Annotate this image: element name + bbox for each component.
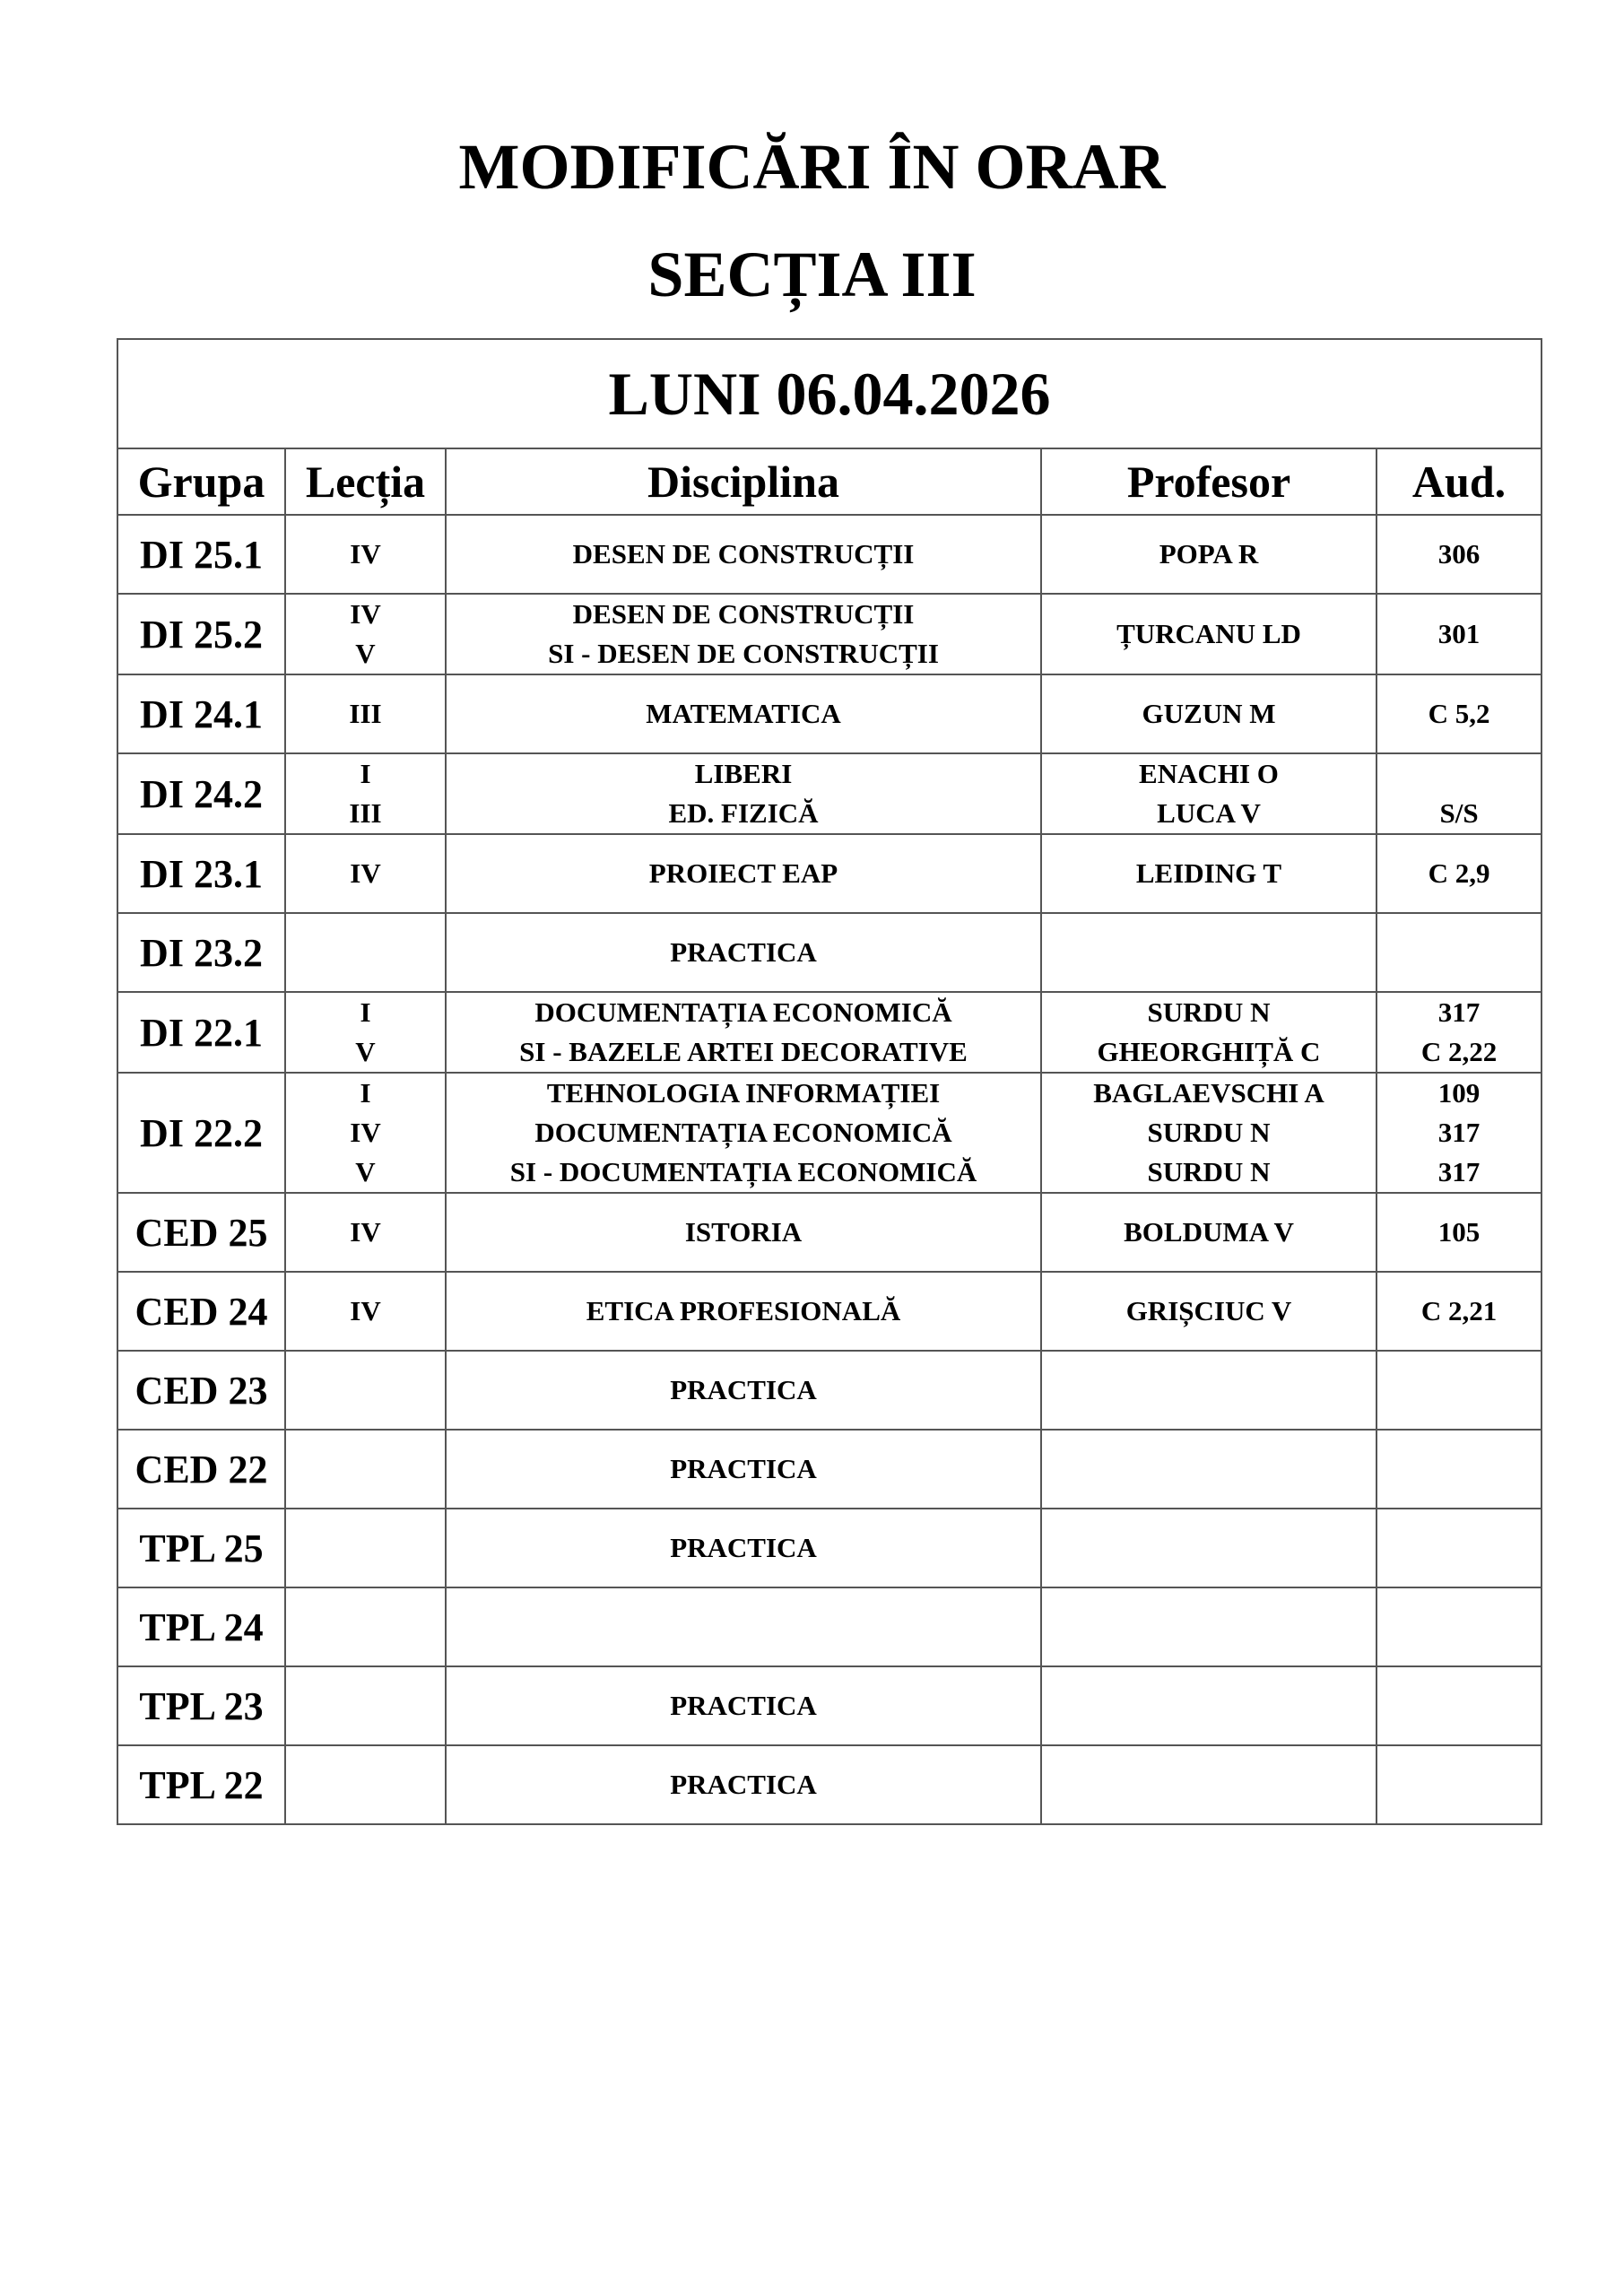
teacher-cell bbox=[1041, 913, 1376, 992]
document-title: MODIFICĂRI ÎN ORAR bbox=[458, 131, 1166, 203]
discipline-cell-line: SI - BAZELE ARTEI DECORATIVE bbox=[519, 1036, 968, 1067]
teacher-cell bbox=[1041, 1073, 1376, 1193]
room-cell-line bbox=[1377, 1607, 1541, 1647]
teacher-cell bbox=[1041, 1587, 1376, 1666]
discipline-cell-line: DOCUMENTAȚIA ECONOMICĂ bbox=[534, 996, 952, 1028]
group-cell: DI 25.2 bbox=[117, 594, 285, 674]
teacher-cell-line bbox=[1042, 1765, 1376, 1805]
room-cell-line bbox=[1377, 1528, 1541, 1568]
lesson-cell-line: IV bbox=[350, 598, 381, 630]
group-cell: DI 23.1 bbox=[117, 834, 285, 913]
teacher-cell-line: POPA R bbox=[1159, 538, 1259, 570]
group-cell: CED 25 bbox=[117, 1193, 285, 1272]
discipline-cell-line: PRACTICA bbox=[670, 1769, 817, 1800]
room-cell-line bbox=[1377, 1765, 1541, 1805]
room-cell bbox=[1376, 674, 1541, 753]
teacher-cell-line: GRIȘCIUC V bbox=[1125, 1295, 1292, 1326]
group-cell: CED 22 bbox=[117, 1430, 285, 1509]
discipline-cell bbox=[446, 1073, 1041, 1193]
discipline-cell-line: PRACTICA bbox=[670, 1453, 817, 1484]
discipline-cell-line bbox=[447, 1607, 1040, 1647]
lesson-cell-line: III bbox=[349, 698, 382, 729]
lesson-cell-line: IV bbox=[350, 857, 381, 889]
lesson-cell bbox=[285, 1351, 446, 1430]
discipline-cell-line: ETICA PROFESIONALĂ bbox=[586, 1295, 901, 1326]
room-cell bbox=[1376, 753, 1541, 834]
lesson-cell-line: I bbox=[360, 1077, 371, 1109]
discipline-cell bbox=[446, 515, 1041, 594]
lesson-cell-line bbox=[286, 1370, 445, 1410]
lesson-cell bbox=[285, 753, 446, 834]
lesson-cell-line bbox=[286, 1765, 445, 1805]
teacher-cell-line bbox=[1042, 1370, 1376, 1410]
lesson-cell-line: IV bbox=[350, 538, 381, 570]
discipline-cell bbox=[446, 674, 1041, 753]
lesson-cell bbox=[285, 1430, 446, 1509]
day-date: LUNI 06.04.2026 bbox=[117, 339, 1541, 448]
table-row bbox=[117, 1272, 1541, 1351]
room-cell bbox=[1376, 913, 1541, 992]
room-cell bbox=[1376, 1587, 1541, 1666]
group-cell: DI 22.1 bbox=[117, 992, 285, 1073]
lesson-cell-line bbox=[286, 1686, 445, 1726]
teacher-cell bbox=[1041, 992, 1376, 1073]
group-cell: TPL 22 bbox=[117, 1745, 285, 1824]
teacher-cell bbox=[1041, 1666, 1376, 1745]
teacher-cell-line: SURDU N bbox=[1147, 1156, 1271, 1187]
discipline-cell bbox=[446, 1587, 1041, 1666]
discipline-cell-line: DESEN DE CONSTRUCȚII bbox=[572, 598, 915, 630]
room-cell-line: S/S bbox=[1439, 797, 1479, 829]
discipline-cell bbox=[446, 1430, 1041, 1509]
room-cell-line: C 2,22 bbox=[1420, 1036, 1498, 1067]
table-row bbox=[117, 913, 1541, 992]
room-cell bbox=[1376, 1193, 1541, 1272]
room-cell-line: C 2,21 bbox=[1420, 1295, 1498, 1326]
group-cell: CED 23 bbox=[117, 1351, 285, 1430]
discipline-cell-line: MATEMATICA bbox=[646, 698, 841, 729]
teacher-cell bbox=[1041, 1272, 1376, 1351]
column-header-lesson: Lecția bbox=[285, 448, 446, 515]
group-cell: TPL 23 bbox=[117, 1666, 285, 1745]
teacher-cell-line bbox=[1042, 1528, 1376, 1568]
lesson-cell bbox=[285, 913, 446, 992]
lesson-cell bbox=[285, 1193, 446, 1272]
teacher-cell-line: GUZUN M bbox=[1142, 698, 1276, 729]
teacher-cell bbox=[1041, 1430, 1376, 1509]
lesson-cell-line: IV bbox=[350, 1117, 381, 1148]
discipline-cell-line: DOCUMENTAȚIA ECONOMICĂ bbox=[534, 1117, 952, 1148]
teacher-cell-line: LUCA V bbox=[1157, 797, 1261, 829]
teacher-cell-line: BOLDUMA V bbox=[1124, 1216, 1294, 1248]
room-cell-line: C 2,9 bbox=[1428, 857, 1490, 889]
teacher-cell bbox=[1041, 1351, 1376, 1430]
group-cell: TPL 25 bbox=[117, 1509, 285, 1587]
table-row bbox=[117, 1509, 1541, 1587]
discipline-cell bbox=[446, 594, 1041, 674]
lesson-cell bbox=[285, 1666, 446, 1745]
lesson-cell-line bbox=[286, 933, 445, 972]
lesson-cell-line: I bbox=[360, 996, 371, 1028]
table-row bbox=[117, 674, 1541, 753]
discipline-cell bbox=[446, 834, 1041, 913]
room-cell-line: 317 bbox=[1437, 996, 1481, 1028]
discipline-cell bbox=[446, 992, 1041, 1073]
teacher-cell bbox=[1041, 1509, 1376, 1587]
room-cell-line bbox=[1377, 1686, 1541, 1726]
room-cell bbox=[1376, 1351, 1541, 1430]
group-cell: DI 23.2 bbox=[117, 913, 285, 992]
table-row bbox=[117, 1587, 1541, 1666]
column-header-row bbox=[117, 448, 1541, 515]
discipline-cell-line: PROIECT EAP bbox=[648, 857, 838, 889]
day-header-row bbox=[117, 339, 1541, 448]
room-cell bbox=[1376, 992, 1541, 1073]
group-cell: DI 24.1 bbox=[117, 674, 285, 753]
teacher-cell-line: GHEORGHIȚĂ C bbox=[1097, 1036, 1321, 1067]
discipline-cell-line: PRACTICA bbox=[670, 936, 817, 968]
lesson-cell-line: IV bbox=[350, 1216, 381, 1248]
discipline-cell bbox=[446, 1193, 1041, 1272]
discipline-cell bbox=[446, 1745, 1041, 1824]
teacher-cell bbox=[1041, 1745, 1376, 1824]
lesson-cell bbox=[285, 992, 446, 1073]
room-cell-line: 306 bbox=[1437, 538, 1481, 570]
group-cell: DI 25.1 bbox=[117, 515, 285, 594]
room-cell bbox=[1376, 1666, 1541, 1745]
table-row bbox=[117, 1193, 1541, 1272]
teacher-cell bbox=[1041, 753, 1376, 834]
teacher-cell-line: ȚURCANU LD bbox=[1116, 618, 1301, 649]
lesson-cell-line bbox=[286, 1528, 445, 1568]
column-header-room: Aud. bbox=[1376, 448, 1541, 515]
room-cell bbox=[1376, 1745, 1541, 1824]
teacher-cell-line: LEIDING T bbox=[1135, 857, 1282, 889]
room-cell-line: 301 bbox=[1437, 618, 1481, 649]
teacher-cell-line: SURDU N bbox=[1147, 1117, 1271, 1148]
table-row bbox=[117, 834, 1541, 913]
teacher-cell bbox=[1041, 834, 1376, 913]
room-cell bbox=[1376, 1509, 1541, 1587]
room-cell bbox=[1376, 1073, 1541, 1193]
lesson-cell-line bbox=[286, 1607, 445, 1647]
teacher-cell-line: ENACHI O bbox=[1139, 758, 1279, 789]
group-cell: DI 22.2 bbox=[117, 1073, 285, 1193]
lesson-cell bbox=[285, 515, 446, 594]
table-row bbox=[117, 753, 1541, 834]
column-header-discipline: Disciplina bbox=[446, 448, 1041, 515]
lesson-cell-line: III bbox=[349, 797, 382, 829]
lesson-cell-line: V bbox=[355, 1156, 376, 1187]
lesson-cell bbox=[285, 834, 446, 913]
table-row bbox=[117, 992, 1541, 1073]
teacher-cell-line: BAGLAEVSCHI A bbox=[1093, 1077, 1324, 1109]
room-cell-line: C 5,2 bbox=[1428, 698, 1490, 729]
teacher-cell-line bbox=[1042, 1449, 1376, 1489]
discipline-cell bbox=[446, 1666, 1041, 1745]
room-cell bbox=[1376, 594, 1541, 674]
discipline-cell bbox=[446, 1509, 1041, 1587]
lesson-cell bbox=[285, 1272, 446, 1351]
lesson-cell bbox=[285, 1073, 446, 1193]
table-row bbox=[117, 1430, 1541, 1509]
discipline-cell-line: ISTORIA bbox=[684, 1216, 803, 1248]
table-row bbox=[117, 1351, 1541, 1430]
schedule-table bbox=[117, 338, 1542, 1825]
room-cell-line: 317 bbox=[1437, 1117, 1481, 1148]
discipline-cell-line: PRACTICA bbox=[670, 1690, 817, 1721]
teacher-cell-line: SURDU N bbox=[1147, 996, 1271, 1028]
room-cell bbox=[1376, 834, 1541, 913]
lesson-cell-line: I bbox=[360, 758, 371, 789]
table-row bbox=[117, 1666, 1541, 1745]
room-cell-line bbox=[1377, 1370, 1541, 1410]
room-cell-line bbox=[1377, 933, 1541, 972]
column-header-group: Grupa bbox=[117, 448, 285, 515]
lesson-cell bbox=[285, 1509, 446, 1587]
lesson-cell-line bbox=[286, 1449, 445, 1489]
table-row bbox=[117, 1073, 1541, 1193]
teacher-cell bbox=[1041, 1193, 1376, 1272]
discipline-cell-line: SI - DOCUMENTAȚIA ECONOMICĂ bbox=[509, 1156, 977, 1187]
lesson-cell-line: IV bbox=[350, 1295, 381, 1326]
teacher-cell bbox=[1041, 674, 1376, 753]
teacher-cell-line bbox=[1042, 1607, 1376, 1647]
discipline-cell-line: DESEN DE CONSTRUCȚII bbox=[572, 538, 915, 570]
discipline-cell bbox=[446, 1351, 1041, 1430]
discipline-cell bbox=[446, 1272, 1041, 1351]
section-title: SECȚIA III bbox=[647, 239, 977, 310]
lesson-cell bbox=[285, 594, 446, 674]
discipline-cell-line: SI - DESEN DE CONSTRUCȚII bbox=[548, 638, 939, 669]
discipline-cell-line: ED. FIZICĂ bbox=[668, 797, 819, 829]
discipline-cell bbox=[446, 753, 1041, 834]
discipline-cell-line: PRACTICA bbox=[670, 1532, 817, 1563]
column-header-teacher: Profesor bbox=[1041, 448, 1376, 515]
table-row bbox=[117, 1745, 1541, 1824]
room-cell bbox=[1376, 515, 1541, 594]
teacher-cell-line bbox=[1042, 1686, 1376, 1726]
group-cell: TPL 24 bbox=[117, 1587, 285, 1666]
room-cell-line: 109 bbox=[1437, 1077, 1481, 1109]
room-cell-line bbox=[1377, 1449, 1541, 1489]
room-cell-line: 317 bbox=[1437, 1156, 1481, 1187]
discipline-cell bbox=[446, 913, 1041, 992]
lesson-cell-line: V bbox=[355, 638, 376, 669]
group-cell: CED 24 bbox=[117, 1272, 285, 1351]
discipline-cell-line: TEHNOLOGIA INFORMAȚIEI bbox=[546, 1077, 941, 1109]
room-cell bbox=[1376, 1430, 1541, 1509]
lesson-cell bbox=[285, 1745, 446, 1824]
lesson-cell bbox=[285, 1587, 446, 1666]
discipline-cell-line: PRACTICA bbox=[670, 1374, 817, 1405]
discipline-cell-line: LIBERI bbox=[694, 758, 793, 789]
table-row bbox=[117, 594, 1541, 674]
table-row bbox=[117, 515, 1541, 594]
teacher-cell bbox=[1041, 515, 1376, 594]
room-cell-line bbox=[1377, 754, 1541, 794]
room-cell bbox=[1376, 1272, 1541, 1351]
lesson-cell-line: V bbox=[355, 1036, 376, 1067]
teacher-cell bbox=[1041, 594, 1376, 674]
group-cell: DI 24.2 bbox=[117, 753, 285, 834]
teacher-cell-line bbox=[1042, 933, 1376, 972]
room-cell-line: 105 bbox=[1437, 1216, 1481, 1248]
lesson-cell bbox=[285, 674, 446, 753]
